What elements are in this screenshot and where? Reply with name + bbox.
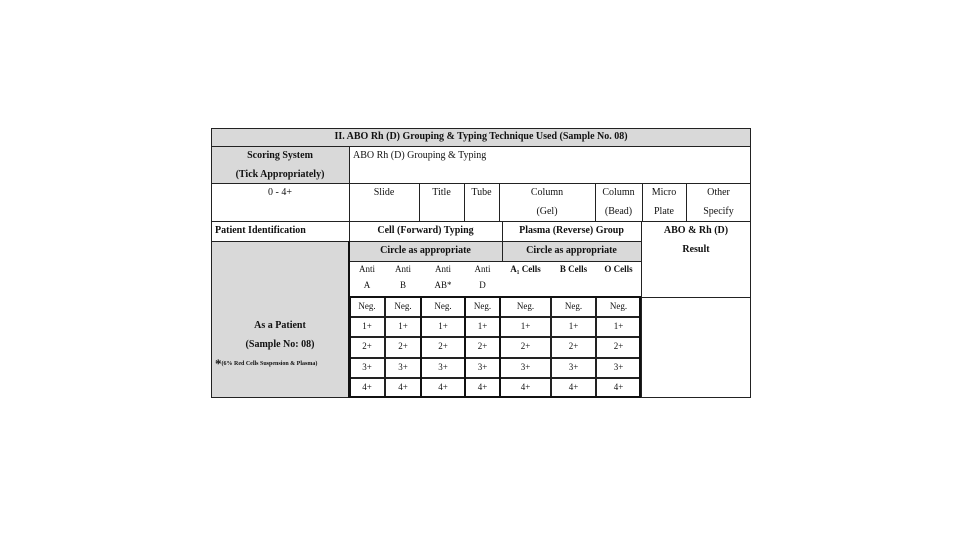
forward-typing-text: Cell (Forward) Typing <box>377 225 474 236</box>
scoring-system-label-line2: (Tick Appropriately) <box>235 169 325 180</box>
patient-sample-number: (Sample No: 08) <box>245 339 315 350</box>
scoring-range <box>211 183 349 221</box>
score-option-anti-d[interactable]: 2+ <box>465 337 500 357</box>
method-micro-plate-label2: Plate <box>654 206 674 217</box>
patient-identification-label <box>211 221 349 241</box>
footnote-asterisk: * <box>215 356 222 371</box>
reagent-anti-d <box>465 261 500 297</box>
technique-name <box>349 146 751 183</box>
technique-name-text: ABO Rh (D) Grouping & Typing <box>353 150 487 161</box>
reagent-anti-d-line2: D <box>479 280 486 290</box>
reagent-anti-d-line1: Anti <box>474 264 491 274</box>
grid-border <box>349 296 641 298</box>
method-column-gel-label: Column <box>530 187 564 198</box>
grid-border <box>420 297 422 397</box>
method-column-bead-label: Column <box>602 187 635 198</box>
footnote-text: (6% Red Cells Suspension & Plasma) <box>221 361 318 367</box>
score-option-a1-cells[interactable]: Neg. <box>500 297 551 317</box>
reagent-anti-ab <box>421 261 465 297</box>
result-label-line2: Result <box>682 244 710 255</box>
forward-typing-label <box>349 221 502 241</box>
score-option-b-cells[interactable]: 3+ <box>551 358 596 378</box>
method-other[interactable] <box>686 183 751 221</box>
reagent-anti-b-line2: B <box>399 280 406 290</box>
scoring-range-text: 0 - 4+ <box>268 187 292 198</box>
method-slide[interactable] <box>349 183 419 221</box>
score-option-o-cells[interactable]: 1+ <box>596 317 641 337</box>
reagent-anti-b-line1: Anti <box>394 264 411 274</box>
score-option-b-cells[interactable]: 1+ <box>551 317 596 337</box>
score-option-anti-b[interactable]: 3+ <box>385 358 421 378</box>
grid-border <box>464 297 466 397</box>
reagent-anti-ab-line1: Anti <box>434 264 451 274</box>
reagent-anti-a <box>349 261 385 297</box>
method-micro-plate-label: Micro <box>651 187 677 198</box>
patient-identification-text: Patient Identification <box>215 225 306 236</box>
score-option-anti-b[interactable]: Neg. <box>385 297 421 317</box>
reagent-anti-a-line2: A <box>363 280 371 290</box>
score-option-anti-a[interactable]: Neg. <box>349 297 385 317</box>
circle-reverse-label <box>502 241 641 261</box>
score-option-anti-a[interactable]: 4+ <box>349 378 385 398</box>
reagent-anti-ab-line2: AB* <box>434 280 452 290</box>
abo-rh-form-table <box>211 128 751 398</box>
score-option-anti-d[interactable]: 3+ <box>465 358 500 378</box>
reagent-a1-cells <box>500 261 551 297</box>
grid-border <box>499 297 501 397</box>
score-option-anti-ab[interactable]: 3+ <box>421 358 465 378</box>
score-option-a1-cells[interactable]: 3+ <box>500 358 551 378</box>
reagent-o-cells <box>596 261 641 297</box>
score-option-b-cells[interactable]: Neg. <box>551 297 596 317</box>
form-title <box>211 128 751 146</box>
grid-border <box>349 396 641 398</box>
grid-border <box>349 296 351 398</box>
reverse-group-label <box>502 221 641 241</box>
score-option-anti-ab[interactable]: Neg. <box>421 297 465 317</box>
score-option-anti-a[interactable]: 3+ <box>349 358 385 378</box>
score-option-a1-cells[interactable]: 2+ <box>500 337 551 357</box>
reagent-b-cells-text: B Cells <box>559 264 588 274</box>
score-option-anti-d[interactable]: 4+ <box>465 378 500 398</box>
method-slide-label: Slide <box>373 187 395 198</box>
reagent-b-cells <box>551 261 596 297</box>
result-label <box>641 221 751 261</box>
reagent-anti-b <box>385 261 421 297</box>
circle-forward-text: Circle as appropriate <box>380 245 471 256</box>
grid-border <box>639 296 641 398</box>
reagent-o-cells-text: O Cells <box>604 264 633 274</box>
score-option-o-cells[interactable]: 3+ <box>596 358 641 378</box>
score-option-b-cells[interactable]: 4+ <box>551 378 596 398</box>
score-option-anti-a[interactable]: 1+ <box>349 317 385 337</box>
scoring-system-label <box>211 146 349 183</box>
score-option-anti-d[interactable]: Neg. <box>465 297 500 317</box>
circle-reverse-text: Circle as appropriate <box>526 245 617 256</box>
circle-forward-label <box>349 241 502 261</box>
patient-as-label: As a Patient <box>254 320 306 331</box>
score-option-anti-d[interactable]: 1+ <box>465 317 500 337</box>
method-title[interactable] <box>419 183 464 221</box>
patient-sample-label <box>211 316 349 356</box>
score-option-anti-a[interactable]: 2+ <box>349 337 385 357</box>
method-column-gel[interactable] <box>499 183 595 221</box>
method-other-label: Other <box>707 187 730 198</box>
score-option-o-cells[interactable]: 4+ <box>596 378 641 398</box>
score-option-anti-ab[interactable]: 1+ <box>421 317 465 337</box>
score-option-a1-cells[interactable]: 4+ <box>500 378 551 398</box>
score-option-anti-b[interactable]: 4+ <box>385 378 421 398</box>
method-column-bead[interactable] <box>595 183 642 221</box>
score-option-b-cells[interactable]: 2+ <box>551 337 596 357</box>
score-option-o-cells[interactable]: 2+ <box>596 337 641 357</box>
reverse-group-text: Plasma (Reverse) Group <box>519 225 624 236</box>
scoring-system-label-line1: Scoring System <box>247 150 313 161</box>
method-column-bead-label2: (Bead) <box>604 206 633 217</box>
method-micro-plate[interactable] <box>642 183 686 221</box>
method-tube-label: Tube <box>471 187 492 198</box>
score-option-anti-b[interactable]: 1+ <box>385 317 421 337</box>
method-column-gel-label2: (Gel) <box>536 206 558 217</box>
score-option-anti-ab[interactable]: 2+ <box>421 337 465 357</box>
score-option-a1-cells[interactable]: 1+ <box>500 317 551 337</box>
reagent-a1-cells-text: A₁ Cells <box>510 264 541 274</box>
reagent-anti-a-line1: Anti <box>358 264 375 274</box>
score-option-o-cells[interactable]: Neg. <box>596 297 641 317</box>
method-title-label: Title <box>432 187 451 198</box>
form-title-text: II. ABO Rh (D) Grouping & Typing Technique Used (Sample No. 08) <box>334 131 628 142</box>
method-other-label2: Specify <box>703 206 734 217</box>
result-label-line1: ABO & Rh (D) <box>663 225 729 236</box>
method-tube[interactable] <box>464 183 499 221</box>
score-option-anti-ab[interactable]: 4+ <box>421 378 465 398</box>
patient-footnote <box>211 356 349 372</box>
score-option-anti-b[interactable]: 2+ <box>385 337 421 357</box>
